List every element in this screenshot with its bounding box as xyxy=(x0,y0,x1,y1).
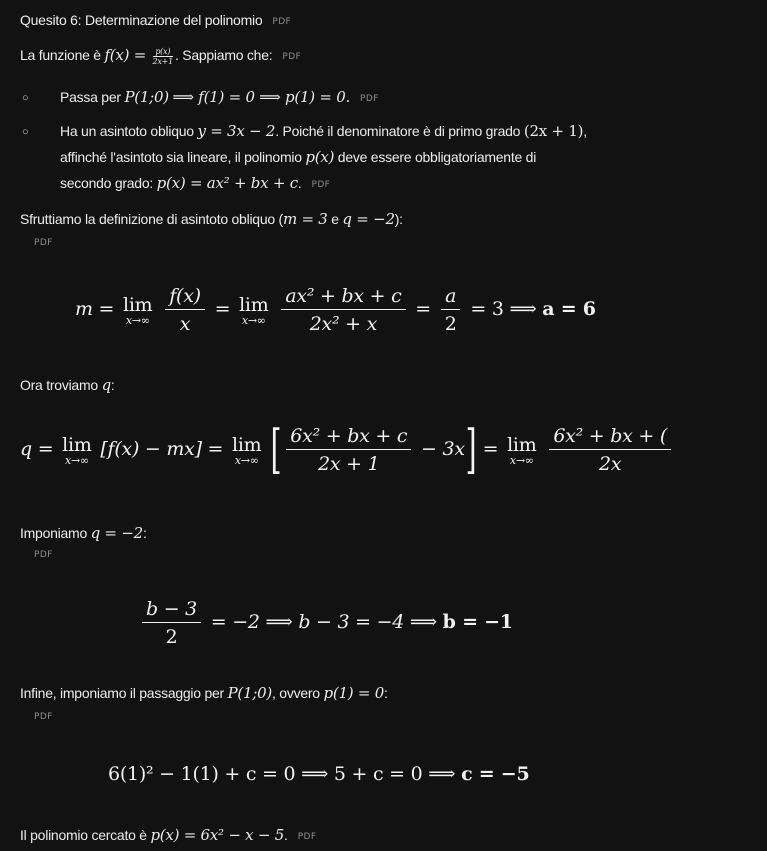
eq-result: a = 6 xyxy=(542,298,596,320)
final-result xyxy=(20,826,316,844)
bullet-text: affinché l'asintoto sia lineare, il polinomio xyxy=(60,149,306,165)
eq-result: b = −1 xyxy=(442,611,513,633)
math-point: P(1;0) xyxy=(227,684,273,702)
section-text: Sfruttiamo la definizione di asintoto obliquo ( xyxy=(20,211,283,227)
section-asymptote-definition xyxy=(20,210,403,228)
heading-title: Quesito 6: Determinazione del polinomio xyxy=(20,12,263,28)
eq-tail: = −2 ⟹ b − 3 = −4 ⟹ xyxy=(210,611,437,633)
left-bracket: [ xyxy=(270,420,282,480)
math-condition: p(1) = 0 xyxy=(323,684,384,702)
pdf-link[interactable]: PDF xyxy=(297,832,317,842)
fraction-denominator: 2x + 1 xyxy=(318,453,380,475)
pdf-link[interactable]: PDF xyxy=(282,52,302,62)
section-text: , ovvero xyxy=(272,685,324,701)
bullet-item-2-line-1 xyxy=(60,118,587,144)
eq-result: c = −5 xyxy=(461,763,530,785)
fraction-denominator: 2x² + x xyxy=(309,313,378,335)
bullet-text: deve essere obbligatoriamente di xyxy=(334,149,537,165)
right-bracket: ] xyxy=(465,420,477,480)
bullet-text: Ha un asintoto obliquo xyxy=(60,123,198,139)
math-final-polynomial: p(x) = 6x² − x − 5 xyxy=(150,826,285,844)
limit-operator xyxy=(239,294,268,327)
eq-lhs: m = xyxy=(75,298,115,320)
math-polynomial: p(x) xyxy=(305,148,335,166)
eq-tail: = 3 ⟹ xyxy=(470,298,537,320)
bullet-text: Passa per xyxy=(60,89,125,105)
lim-label: lim xyxy=(123,293,153,316)
section-text: Ora troviamo xyxy=(20,377,102,393)
section-text: : xyxy=(383,685,388,701)
limit-operator xyxy=(507,434,536,467)
section-impose-q xyxy=(20,524,147,542)
bullet-marker: ○ xyxy=(22,92,29,104)
fraction-numerator: f(x) xyxy=(165,285,205,310)
limit-operator xyxy=(62,434,91,467)
section-heading xyxy=(20,12,291,28)
lim-sub: x→∞ xyxy=(64,453,89,467)
bullet-text: . xyxy=(297,175,302,191)
section-text: : xyxy=(110,377,115,393)
bullet-item-2-line-2 xyxy=(60,144,536,170)
section-text: Il polinomio cercato è xyxy=(20,827,151,843)
math-q: q = −2 xyxy=(342,210,395,228)
lim-sub: x→∞ xyxy=(509,453,534,467)
fraction-numerator: 6x² + bx + ( xyxy=(549,425,671,450)
eq-expression: 6(1)² − 1(1) + c = 0 ⟹ 5 + c = 0 ⟹ xyxy=(108,763,456,785)
limit-operator xyxy=(123,294,152,327)
fraction-numerator: a xyxy=(441,285,460,310)
function-fraction xyxy=(153,47,173,66)
fraction-denominator: 2 xyxy=(165,626,178,648)
bullet-item-1 xyxy=(60,84,379,112)
eq-expression: [f(x) − mx] = xyxy=(100,438,224,460)
fraction-numerator: p(x) xyxy=(153,47,173,57)
math-m: m = 3 xyxy=(282,210,328,228)
lim-label: lim xyxy=(239,293,269,316)
limit-operator xyxy=(232,434,261,467)
intro-suffix: . Sappiamo che: xyxy=(174,47,273,63)
section-text: ): xyxy=(394,211,403,227)
fraction-denominator: 2x xyxy=(599,453,622,475)
section-impose-point xyxy=(20,684,388,702)
lim-sub: x→∞ xyxy=(125,313,150,327)
bullet-marker: ○ xyxy=(22,126,29,138)
fraction xyxy=(281,285,405,335)
pdf-link[interactable]: PDF xyxy=(311,180,331,190)
section-text: : xyxy=(142,525,147,541)
function-lhs: f(x) = xyxy=(104,46,151,64)
fraction-denominator: x xyxy=(179,313,191,335)
bullet-text: . Poiché il denominatore è di primo grado xyxy=(275,123,524,139)
equation-b xyxy=(138,598,513,648)
fraction-denominator: 2x+1 xyxy=(152,56,173,66)
pdf-link[interactable]: PDF xyxy=(360,94,379,104)
equation-q xyxy=(20,420,668,480)
lim-label: lim xyxy=(232,433,262,456)
equation-m xyxy=(75,285,596,335)
equals-sign: = xyxy=(214,298,231,320)
math-point: P(1;0) xyxy=(124,88,169,106)
fraction xyxy=(142,598,201,648)
section-text: . xyxy=(284,827,288,843)
lim-label: lim xyxy=(62,433,92,456)
fraction xyxy=(286,425,411,475)
math-denominator: (2x + 1) xyxy=(523,122,584,140)
fraction xyxy=(165,285,205,335)
lim-sub: x→∞ xyxy=(241,313,266,327)
section-text: Imponiamo xyxy=(20,525,91,541)
fraction-numerator: ax² + bx + c xyxy=(281,285,405,310)
fraction-numerator: b − 3 xyxy=(142,598,201,623)
equation-c xyxy=(108,763,529,785)
pdf-link[interactable]: PDF xyxy=(34,550,53,560)
equals-sign: = xyxy=(415,298,431,320)
section-text: e xyxy=(327,211,343,227)
equals-sign: = xyxy=(482,438,499,460)
section-text: Infine, imponiamo il passaggio per xyxy=(20,685,228,701)
bullet-item-2-line-3 xyxy=(60,170,330,198)
eq-minus-term: − 3x xyxy=(421,438,465,460)
fraction xyxy=(549,425,671,475)
lim-label: lim xyxy=(507,433,537,456)
fraction-denominator: 2 xyxy=(444,313,457,335)
intro-line xyxy=(20,46,301,66)
intro-prefix: La funzione è xyxy=(20,47,105,63)
pdf-link[interactable]: PDF xyxy=(34,238,53,248)
bullet-text: secondo grado: xyxy=(60,175,157,191)
math-q-value: q = −2 xyxy=(90,524,143,542)
math-asymptote: y = 3x − 2 xyxy=(197,122,276,140)
lim-sub: x→∞ xyxy=(234,453,259,467)
bullet-text: , xyxy=(583,123,587,139)
pdf-link[interactable]: PDF xyxy=(272,17,292,27)
fraction-numerator: 6x² + bx + c xyxy=(286,425,411,450)
section-find-q xyxy=(20,376,115,394)
math-polynomial-form: p(x) = ax² + bx + c xyxy=(156,174,298,192)
fraction xyxy=(441,285,461,335)
eq-lhs: q = xyxy=(20,438,54,460)
pdf-link[interactable]: PDF xyxy=(34,712,53,722)
math-q: q xyxy=(101,376,111,394)
math-implication: ⟹ f(1) = 0 ⟹ p(1) = 0. xyxy=(172,88,351,106)
